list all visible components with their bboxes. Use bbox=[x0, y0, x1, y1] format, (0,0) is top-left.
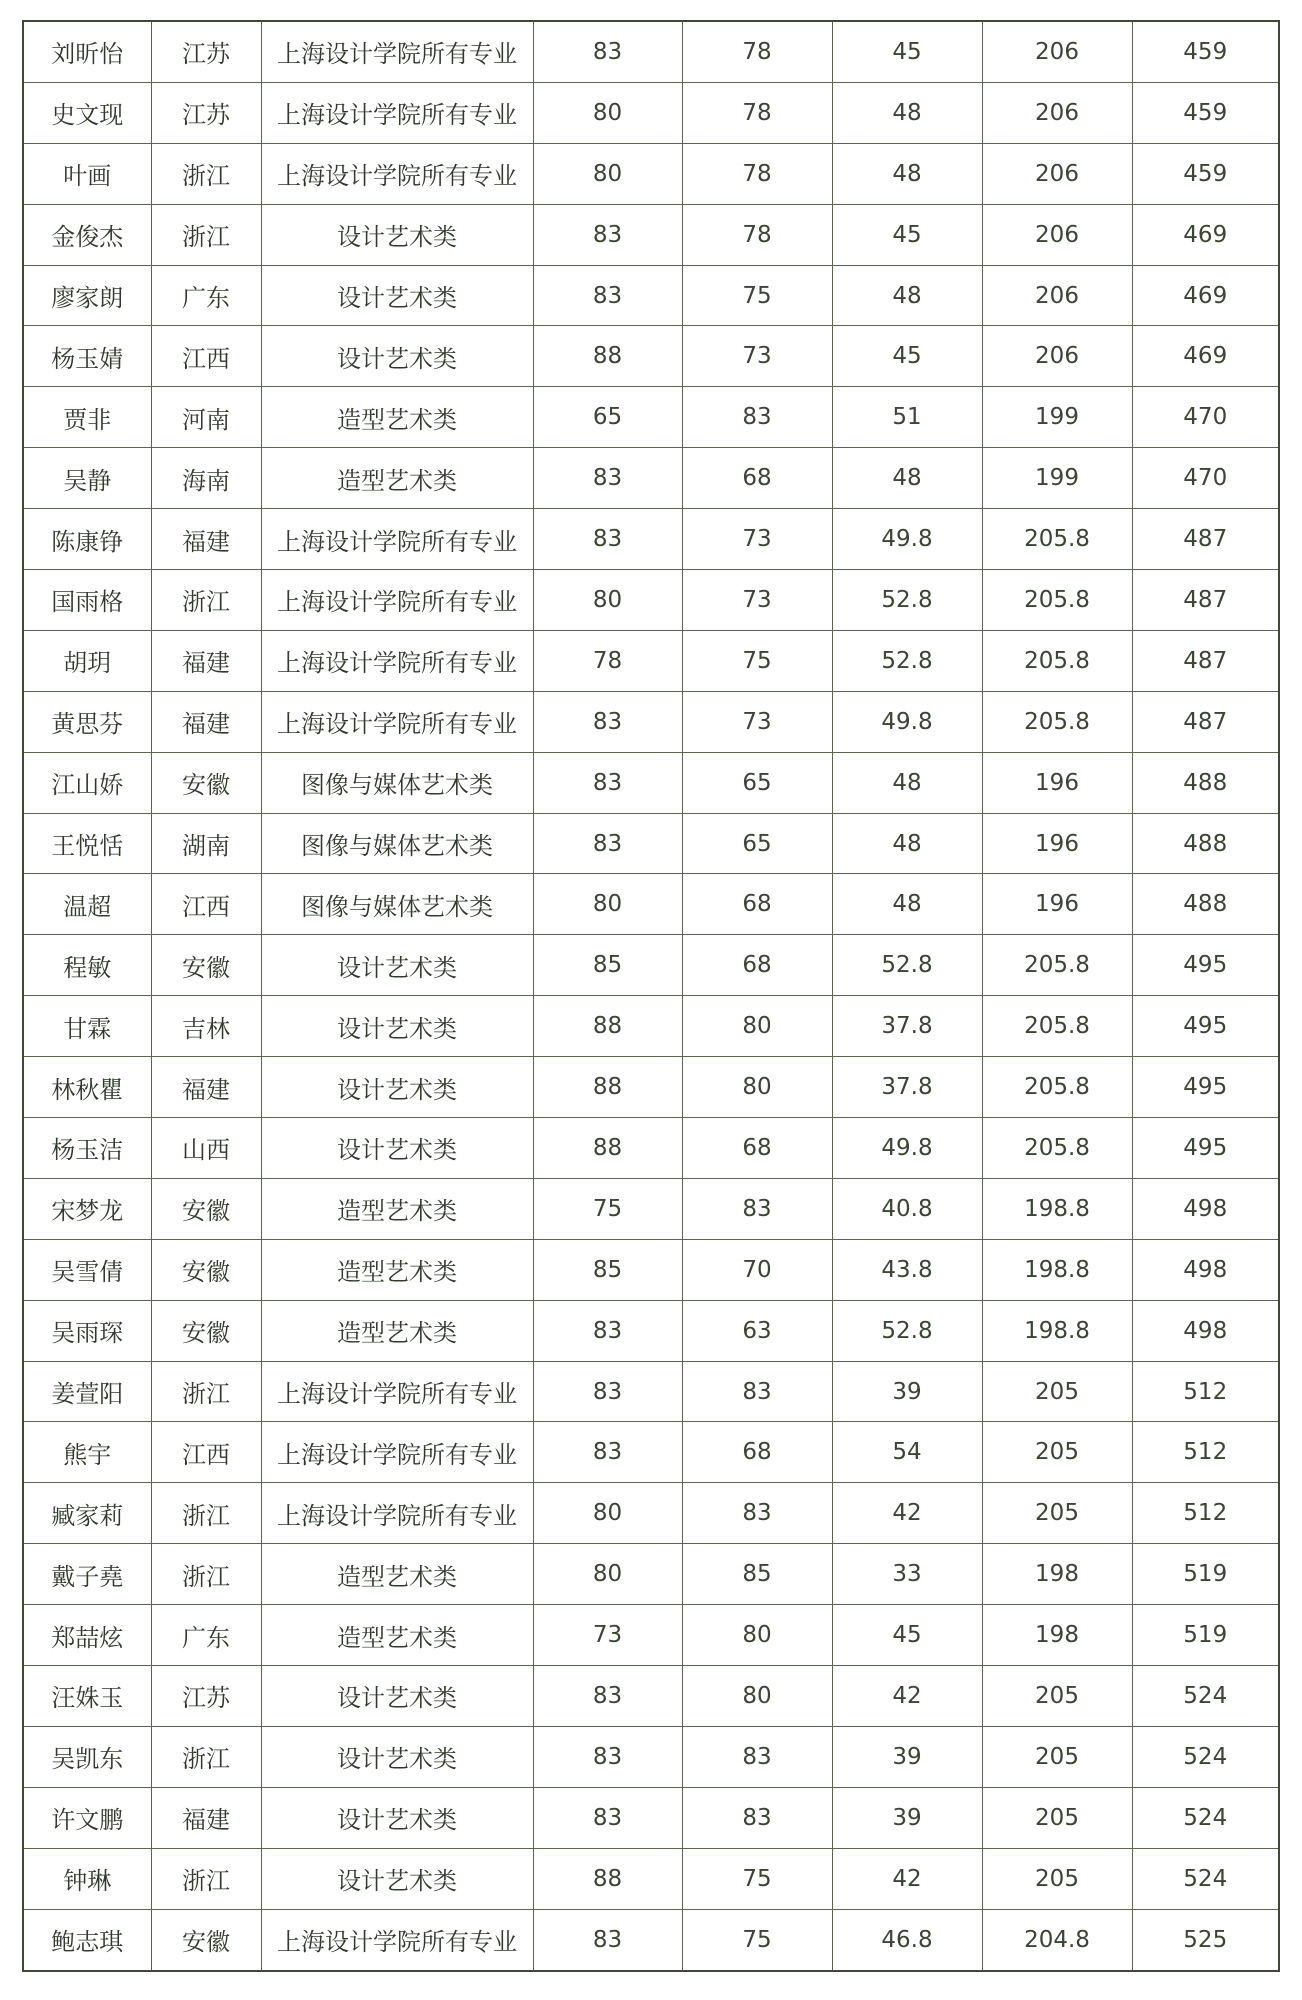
score-1-cell: 80 bbox=[533, 1483, 682, 1544]
name-cell: 金俊杰 bbox=[23, 204, 151, 265]
score-3-cell: 52.8 bbox=[832, 630, 982, 691]
table-row bbox=[23, 204, 1279, 265]
score-1-cell: 83 bbox=[533, 265, 682, 326]
rank-cell: 487 bbox=[1132, 691, 1279, 752]
subtotal-cell: 205.8 bbox=[982, 509, 1132, 570]
table-row bbox=[23, 387, 1279, 448]
score-3-cell: 49.8 bbox=[832, 509, 982, 570]
subtotal-cell: 205 bbox=[982, 1483, 1132, 1544]
province-cell: 福建 bbox=[151, 1787, 261, 1848]
rank-cell: 519 bbox=[1132, 1605, 1279, 1666]
subtotal-cell: 206 bbox=[982, 143, 1132, 204]
province-cell: 江苏 bbox=[151, 82, 261, 143]
major-cell: 造型艺术类 bbox=[261, 1178, 533, 1239]
province-cell: 福建 bbox=[151, 1057, 261, 1118]
score-1-cell: 83 bbox=[533, 1726, 682, 1787]
subtotal-cell: 205 bbox=[982, 1361, 1132, 1422]
score-3-cell: 48 bbox=[832, 143, 982, 204]
table-row bbox=[23, 1239, 1279, 1300]
table-row bbox=[23, 265, 1279, 326]
table-body bbox=[23, 21, 1279, 1971]
major-cell: 上海设计学院所有专业 bbox=[261, 691, 533, 752]
major-cell: 造型艺术类 bbox=[261, 1300, 533, 1361]
rank-cell: 512 bbox=[1132, 1422, 1279, 1483]
score-3-cell: 45 bbox=[832, 21, 982, 82]
score-1-cell: 83 bbox=[533, 813, 682, 874]
subtotal-cell: 198.8 bbox=[982, 1178, 1132, 1239]
score-3-cell: 45 bbox=[832, 326, 982, 387]
score-3-cell: 52.8 bbox=[832, 570, 982, 631]
major-cell: 设计艺术类 bbox=[261, 204, 533, 265]
name-cell: 王悦恬 bbox=[23, 813, 151, 874]
score-1-cell: 83 bbox=[533, 448, 682, 509]
rank-cell: 459 bbox=[1132, 21, 1279, 82]
subtotal-cell: 205 bbox=[982, 1666, 1132, 1727]
major-cell: 上海设计学院所有专业 bbox=[261, 1361, 533, 1422]
province-cell: 安徽 bbox=[151, 1300, 261, 1361]
score-2-cell: 73 bbox=[682, 326, 832, 387]
province-cell: 江西 bbox=[151, 1422, 261, 1483]
table-row bbox=[23, 1118, 1279, 1179]
table-row bbox=[23, 691, 1279, 752]
score-1-cell: 88 bbox=[533, 1848, 682, 1909]
name-cell: 杨玉洁 bbox=[23, 1118, 151, 1179]
table-row bbox=[23, 509, 1279, 570]
rank-cell: 498 bbox=[1132, 1239, 1279, 1300]
major-cell: 设计艺术类 bbox=[261, 326, 533, 387]
name-cell: 钟琳 bbox=[23, 1848, 151, 1909]
score-3-cell: 39 bbox=[832, 1787, 982, 1848]
province-cell: 福建 bbox=[151, 630, 261, 691]
table-row bbox=[23, 1483, 1279, 1544]
score-2-cell: 83 bbox=[682, 1178, 832, 1239]
score-1-cell: 65 bbox=[533, 387, 682, 448]
score-3-cell: 48 bbox=[832, 82, 982, 143]
score-1-cell: 80 bbox=[533, 82, 682, 143]
name-cell: 吴凯东 bbox=[23, 1726, 151, 1787]
rank-cell: 524 bbox=[1132, 1666, 1279, 1727]
major-cell: 上海设计学院所有专业 bbox=[261, 143, 533, 204]
subtotal-cell: 196 bbox=[982, 752, 1132, 813]
major-cell: 上海设计学院所有专业 bbox=[261, 1909, 533, 1970]
major-cell: 设计艺术类 bbox=[261, 1057, 533, 1118]
province-cell: 海南 bbox=[151, 448, 261, 509]
subtotal-cell: 205.8 bbox=[982, 1057, 1132, 1118]
major-cell: 图像与媒体艺术类 bbox=[261, 874, 533, 935]
subtotal-cell: 205.8 bbox=[982, 1118, 1132, 1179]
major-cell: 上海设计学院所有专业 bbox=[261, 21, 533, 82]
score-1-cell: 83 bbox=[533, 1361, 682, 1422]
score-3-cell: 37.8 bbox=[832, 1057, 982, 1118]
rank-cell: 469 bbox=[1132, 326, 1279, 387]
table-row bbox=[23, 570, 1279, 631]
major-cell: 上海设计学院所有专业 bbox=[261, 1422, 533, 1483]
major-cell: 造型艺术类 bbox=[261, 387, 533, 448]
rank-cell: 487 bbox=[1132, 630, 1279, 691]
score-3-cell: 48 bbox=[832, 448, 982, 509]
major-cell: 上海设计学院所有专业 bbox=[261, 509, 533, 570]
province-cell: 吉林 bbox=[151, 996, 261, 1057]
rank-cell: 487 bbox=[1132, 509, 1279, 570]
subtotal-cell: 196 bbox=[982, 813, 1132, 874]
score-3-cell: 42 bbox=[832, 1666, 982, 1727]
score-2-cell: 68 bbox=[682, 935, 832, 996]
score-2-cell: 83 bbox=[682, 387, 832, 448]
table-row bbox=[23, 82, 1279, 143]
province-cell: 浙江 bbox=[151, 1726, 261, 1787]
score-2-cell: 75 bbox=[682, 630, 832, 691]
table-row bbox=[23, 1909, 1279, 1970]
subtotal-cell: 198 bbox=[982, 1605, 1132, 1666]
table-row bbox=[23, 752, 1279, 813]
table-row bbox=[23, 1544, 1279, 1605]
subtotal-cell: 206 bbox=[982, 204, 1132, 265]
province-cell: 浙江 bbox=[151, 143, 261, 204]
table-row bbox=[23, 874, 1279, 935]
rank-cell: 488 bbox=[1132, 752, 1279, 813]
province-cell: 湖南 bbox=[151, 813, 261, 874]
score-3-cell: 49.8 bbox=[832, 1118, 982, 1179]
score-3-cell: 46.8 bbox=[832, 1909, 982, 1970]
score-2-cell: 80 bbox=[682, 1057, 832, 1118]
score-1-cell: 80 bbox=[533, 1544, 682, 1605]
score-3-cell: 51 bbox=[832, 387, 982, 448]
rank-cell: 524 bbox=[1132, 1787, 1279, 1848]
major-cell: 上海设计学院所有专业 bbox=[261, 630, 533, 691]
province-cell: 山西 bbox=[151, 1118, 261, 1179]
name-cell: 许文鹏 bbox=[23, 1787, 151, 1848]
score-table bbox=[22, 20, 1280, 1972]
table-row bbox=[23, 813, 1279, 874]
name-cell: 吴雨琛 bbox=[23, 1300, 151, 1361]
province-cell: 浙江 bbox=[151, 1483, 261, 1544]
score-3-cell: 45 bbox=[832, 204, 982, 265]
score-2-cell: 80 bbox=[682, 1605, 832, 1666]
rank-cell: 498 bbox=[1132, 1300, 1279, 1361]
rank-cell: 469 bbox=[1132, 265, 1279, 326]
province-cell: 安徽 bbox=[151, 935, 261, 996]
table-row bbox=[23, 143, 1279, 204]
rank-cell: 488 bbox=[1132, 874, 1279, 935]
major-cell: 设计艺术类 bbox=[261, 935, 533, 996]
score-2-cell: 78 bbox=[682, 204, 832, 265]
subtotal-cell: 198.8 bbox=[982, 1239, 1132, 1300]
name-cell: 刘昕怡 bbox=[23, 21, 151, 82]
name-cell: 叶画 bbox=[23, 143, 151, 204]
subtotal-cell: 205.8 bbox=[982, 630, 1132, 691]
rank-cell: 525 bbox=[1132, 1909, 1279, 1970]
table-row bbox=[23, 935, 1279, 996]
score-3-cell: 52.8 bbox=[832, 1300, 982, 1361]
major-cell: 图像与媒体艺术类 bbox=[261, 752, 533, 813]
province-cell: 浙江 bbox=[151, 1848, 261, 1909]
subtotal-cell: 198.8 bbox=[982, 1300, 1132, 1361]
rank-cell: 512 bbox=[1132, 1483, 1279, 1544]
score-2-cell: 80 bbox=[682, 1666, 832, 1727]
score-1-cell: 85 bbox=[533, 1239, 682, 1300]
name-cell: 林秋瞿 bbox=[23, 1057, 151, 1118]
score-2-cell: 78 bbox=[682, 82, 832, 143]
score-2-cell: 68 bbox=[682, 1118, 832, 1179]
score-2-cell: 83 bbox=[682, 1726, 832, 1787]
name-cell: 廖家朗 bbox=[23, 265, 151, 326]
table-row bbox=[23, 1300, 1279, 1361]
score-1-cell: 83 bbox=[533, 691, 682, 752]
major-cell: 设计艺术类 bbox=[261, 265, 533, 326]
table-row bbox=[23, 1787, 1279, 1848]
name-cell: 黄思芬 bbox=[23, 691, 151, 752]
province-cell: 安徽 bbox=[151, 1909, 261, 1970]
major-cell: 设计艺术类 bbox=[261, 1726, 533, 1787]
major-cell: 设计艺术类 bbox=[261, 1787, 533, 1848]
name-cell: 汪姝玉 bbox=[23, 1666, 151, 1727]
major-cell: 图像与媒体艺术类 bbox=[261, 813, 533, 874]
score-2-cell: 68 bbox=[682, 874, 832, 935]
name-cell: 姜萱阳 bbox=[23, 1361, 151, 1422]
subtotal-cell: 205.8 bbox=[982, 935, 1132, 996]
score-1-cell: 80 bbox=[533, 570, 682, 631]
name-cell: 戴子堯 bbox=[23, 1544, 151, 1605]
score-1-cell: 83 bbox=[533, 1787, 682, 1848]
subtotal-cell: 206 bbox=[982, 82, 1132, 143]
province-cell: 江西 bbox=[151, 326, 261, 387]
table-row bbox=[23, 1361, 1279, 1422]
score-2-cell: 73 bbox=[682, 570, 832, 631]
province-cell: 安徽 bbox=[151, 752, 261, 813]
name-cell: 吴雪倩 bbox=[23, 1239, 151, 1300]
score-3-cell: 43.8 bbox=[832, 1239, 982, 1300]
name-cell: 鲍志琪 bbox=[23, 1909, 151, 1970]
rank-cell: 524 bbox=[1132, 1726, 1279, 1787]
subtotal-cell: 198 bbox=[982, 1544, 1132, 1605]
score-1-cell: 83 bbox=[533, 1300, 682, 1361]
province-cell: 江苏 bbox=[151, 1666, 261, 1727]
major-cell: 上海设计学院所有专业 bbox=[261, 570, 533, 631]
table-row bbox=[23, 1605, 1279, 1666]
major-cell: 造型艺术类 bbox=[261, 448, 533, 509]
score-1-cell: 88 bbox=[533, 996, 682, 1057]
province-cell: 浙江 bbox=[151, 1544, 261, 1605]
score-3-cell: 39 bbox=[832, 1726, 982, 1787]
subtotal-cell: 205 bbox=[982, 1848, 1132, 1909]
rank-cell: 470 bbox=[1132, 387, 1279, 448]
major-cell: 上海设计学院所有专业 bbox=[261, 82, 533, 143]
rank-cell: 519 bbox=[1132, 1544, 1279, 1605]
table-row bbox=[23, 1848, 1279, 1909]
province-cell: 安徽 bbox=[151, 1239, 261, 1300]
score-2-cell: 68 bbox=[682, 448, 832, 509]
table-row bbox=[23, 1726, 1279, 1787]
name-cell: 温超 bbox=[23, 874, 151, 935]
score-1-cell: 85 bbox=[533, 935, 682, 996]
score-2-cell: 83 bbox=[682, 1361, 832, 1422]
major-cell: 造型艺术类 bbox=[261, 1544, 533, 1605]
name-cell: 郑喆炫 bbox=[23, 1605, 151, 1666]
province-cell: 浙江 bbox=[151, 204, 261, 265]
score-3-cell: 52.8 bbox=[832, 935, 982, 996]
name-cell: 史文现 bbox=[23, 82, 151, 143]
score-2-cell: 65 bbox=[682, 752, 832, 813]
score-2-cell: 68 bbox=[682, 1422, 832, 1483]
score-2-cell: 83 bbox=[682, 1483, 832, 1544]
table-row bbox=[23, 1057, 1279, 1118]
score-1-cell: 88 bbox=[533, 1118, 682, 1179]
name-cell: 贾非 bbox=[23, 387, 151, 448]
table-row bbox=[23, 1666, 1279, 1727]
table-row bbox=[23, 326, 1279, 387]
score-1-cell: 73 bbox=[533, 1605, 682, 1666]
rank-cell: 459 bbox=[1132, 143, 1279, 204]
major-cell: 上海设计学院所有专业 bbox=[261, 1483, 533, 1544]
major-cell: 设计艺术类 bbox=[261, 996, 533, 1057]
rank-cell: 487 bbox=[1132, 570, 1279, 631]
name-cell: 程敏 bbox=[23, 935, 151, 996]
subtotal-cell: 205.8 bbox=[982, 691, 1132, 752]
major-cell: 设计艺术类 bbox=[261, 1118, 533, 1179]
rank-cell: 495 bbox=[1132, 996, 1279, 1057]
province-cell: 福建 bbox=[151, 691, 261, 752]
province-cell: 江西 bbox=[151, 874, 261, 935]
subtotal-cell: 204.8 bbox=[982, 1909, 1132, 1970]
subtotal-cell: 205 bbox=[982, 1726, 1132, 1787]
subtotal-cell: 199 bbox=[982, 448, 1132, 509]
subtotal-cell: 205 bbox=[982, 1422, 1132, 1483]
province-cell: 安徽 bbox=[151, 1178, 261, 1239]
name-cell: 宋梦龙 bbox=[23, 1178, 151, 1239]
subtotal-cell: 206 bbox=[982, 21, 1132, 82]
rank-cell: 512 bbox=[1132, 1361, 1279, 1422]
score-2-cell: 75 bbox=[682, 1909, 832, 1970]
score-3-cell: 48 bbox=[832, 752, 982, 813]
score-3-cell: 42 bbox=[832, 1483, 982, 1544]
rank-cell: 469 bbox=[1132, 204, 1279, 265]
score-2-cell: 80 bbox=[682, 996, 832, 1057]
score-3-cell: 45 bbox=[832, 1605, 982, 1666]
score-3-cell: 39 bbox=[832, 1361, 982, 1422]
subtotal-cell: 205.8 bbox=[982, 570, 1132, 631]
rank-cell: 459 bbox=[1132, 82, 1279, 143]
subtotal-cell: 196 bbox=[982, 874, 1132, 935]
table-row bbox=[23, 630, 1279, 691]
score-1-cell: 78 bbox=[533, 630, 682, 691]
score-2-cell: 73 bbox=[682, 691, 832, 752]
rank-cell: 498 bbox=[1132, 1178, 1279, 1239]
province-cell: 浙江 bbox=[151, 570, 261, 631]
score-3-cell: 42 bbox=[832, 1848, 982, 1909]
score-3-cell: 33 bbox=[832, 1544, 982, 1605]
province-cell: 江苏 bbox=[151, 21, 261, 82]
name-cell: 胡玥 bbox=[23, 630, 151, 691]
table-row bbox=[23, 1178, 1279, 1239]
score-1-cell: 80 bbox=[533, 143, 682, 204]
score-1-cell: 83 bbox=[533, 1666, 682, 1727]
subtotal-cell: 206 bbox=[982, 265, 1132, 326]
score-1-cell: 80 bbox=[533, 874, 682, 935]
subtotal-cell: 199 bbox=[982, 387, 1132, 448]
score-1-cell: 88 bbox=[533, 1057, 682, 1118]
score-2-cell: 65 bbox=[682, 813, 832, 874]
name-cell: 臧家莉 bbox=[23, 1483, 151, 1544]
major-cell: 造型艺术类 bbox=[261, 1605, 533, 1666]
rank-cell: 495 bbox=[1132, 1118, 1279, 1179]
name-cell: 江山娇 bbox=[23, 752, 151, 813]
score-2-cell: 83 bbox=[682, 1787, 832, 1848]
name-cell: 杨玉婧 bbox=[23, 326, 151, 387]
province-cell: 广东 bbox=[151, 265, 261, 326]
score-2-cell: 70 bbox=[682, 1239, 832, 1300]
score-2-cell: 73 bbox=[682, 509, 832, 570]
major-cell: 设计艺术类 bbox=[261, 1848, 533, 1909]
rank-cell: 495 bbox=[1132, 1057, 1279, 1118]
score-1-cell: 83 bbox=[533, 204, 682, 265]
score-1-cell: 83 bbox=[533, 752, 682, 813]
name-cell: 熊宇 bbox=[23, 1422, 151, 1483]
name-cell: 陈康铮 bbox=[23, 509, 151, 570]
major-cell: 设计艺术类 bbox=[261, 1666, 533, 1727]
score-2-cell: 78 bbox=[682, 143, 832, 204]
score-2-cell: 75 bbox=[682, 1848, 832, 1909]
major-cell: 造型艺术类 bbox=[261, 1239, 533, 1300]
score-1-cell: 83 bbox=[533, 1422, 682, 1483]
score-1-cell: 88 bbox=[533, 326, 682, 387]
subtotal-cell: 205.8 bbox=[982, 996, 1132, 1057]
score-3-cell: 48 bbox=[832, 265, 982, 326]
score-3-cell: 54 bbox=[832, 1422, 982, 1483]
score-2-cell: 63 bbox=[682, 1300, 832, 1361]
rank-cell: 488 bbox=[1132, 813, 1279, 874]
name-cell: 吴静 bbox=[23, 448, 151, 509]
score-1-cell: 83 bbox=[533, 21, 682, 82]
rank-cell: 524 bbox=[1132, 1848, 1279, 1909]
subtotal-cell: 205 bbox=[982, 1787, 1132, 1848]
province-cell: 福建 bbox=[151, 509, 261, 570]
score-2-cell: 85 bbox=[682, 1544, 832, 1605]
province-cell: 河南 bbox=[151, 387, 261, 448]
table-row bbox=[23, 996, 1279, 1057]
name-cell: 国雨格 bbox=[23, 570, 151, 631]
score-1-cell: 83 bbox=[533, 509, 682, 570]
province-cell: 广东 bbox=[151, 1605, 261, 1666]
score-3-cell: 48 bbox=[832, 813, 982, 874]
score-3-cell: 48 bbox=[832, 874, 982, 935]
rank-cell: 495 bbox=[1132, 935, 1279, 996]
table-row bbox=[23, 448, 1279, 509]
score-2-cell: 78 bbox=[682, 21, 832, 82]
score-3-cell: 40.8 bbox=[832, 1178, 982, 1239]
subtotal-cell: 206 bbox=[982, 326, 1132, 387]
table-row bbox=[23, 21, 1279, 82]
province-cell: 浙江 bbox=[151, 1361, 261, 1422]
score-1-cell: 75 bbox=[533, 1178, 682, 1239]
name-cell: 甘霖 bbox=[23, 996, 151, 1057]
score-3-cell: 37.8 bbox=[832, 996, 982, 1057]
rank-cell: 470 bbox=[1132, 448, 1279, 509]
score-1-cell: 83 bbox=[533, 1909, 682, 1970]
score-3-cell: 49.8 bbox=[832, 691, 982, 752]
table-row bbox=[23, 1422, 1279, 1483]
score-2-cell: 75 bbox=[682, 265, 832, 326]
